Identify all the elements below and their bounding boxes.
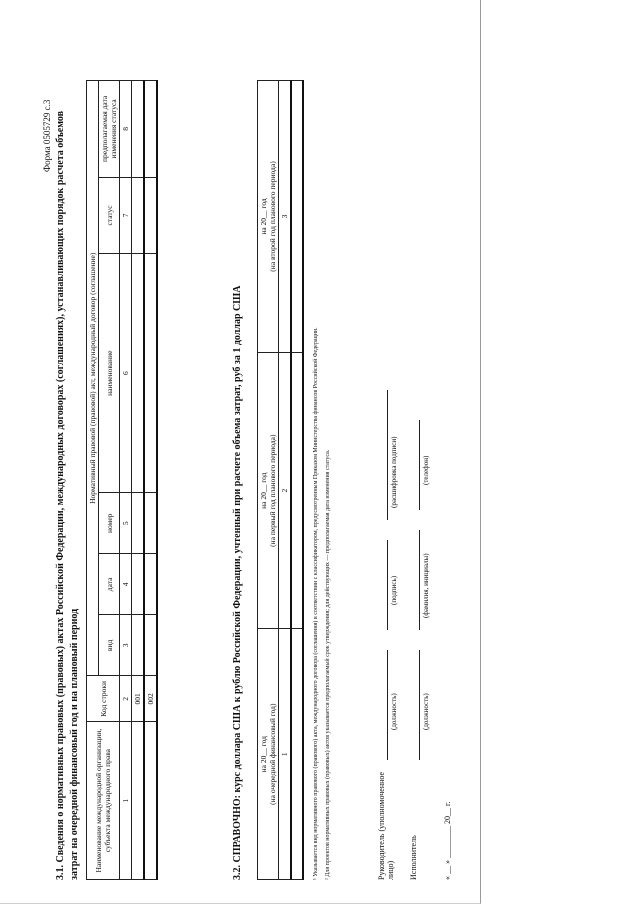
header-number: номер [99,493,120,554]
row-code: 001 [132,676,145,722]
rate-header-2: на 20__ год (на первый год планового периода) [258,352,279,628]
row-code: 002 [144,676,157,722]
header-act-group: Нормативный правовой (правовой) акт, международный договор (соглашение) [87,81,99,676]
date-line: « __ » ________ 20__ г. [443,801,452,880]
rate-header-3: на 20__ год (на второй год планового периода) [258,81,279,353]
fio-caption: (фамилия, инициалы) [422,553,430,618]
col-num: 2 [120,676,132,722]
col-num: 7 [120,177,132,253]
col-num: 1 [120,722,132,880]
section1-title: 3.1. Сведения о нормативных правовых (правовых) актах Российской Федерации, международных договорах (соглашениях), устанавливающих порядок расчета объемов затрат на очередной финансовый год и на плановый период [55,110,80,880]
rotated-page [42,80,462,880]
position-caption: (должность) [390,693,398,730]
col-num: 8 [120,81,132,178]
footnote-2: ² Для проектов нормативных правовых (правовых) актов указывается предполагаемый срок утверждения; для действующих — предполагаемая дата изменения статуса. [325,449,331,880]
header-date: дата [99,554,120,615]
col-number-row [120,81,132,880]
col-num: 3 [279,81,292,353]
exchange-rate-table [257,80,304,880]
acts-table [86,80,158,880]
header-code: Код строки [87,676,120,722]
footnote-1: ¹ Указывается вид нормативного правового (правового) акта, международного договора (соглашения) в соответствии с классификатором, предусмотренным Приказом Министерства финансов Российской Федерации. [313,327,319,880]
phone-caption: (телефон) [422,455,430,485]
table-row [144,81,157,880]
col-num: 3 [120,615,132,676]
transcript-caption: (расшифровка подписи) [390,436,398,508]
head-signature-row [377,80,399,880]
col-num: 4 [120,554,132,615]
signature-caption: (подпись) [390,575,398,605]
col-num: 2 [279,352,292,628]
head-label: Руководитель (уполномоченное лицо) [377,771,395,880]
header-status: статус [99,177,120,253]
header-vid: вид [99,615,120,676]
form-number: Форма 0505729 с.3 [42,99,52,172]
header-name: Наименование международной организации, субъекта международного права [87,722,120,880]
header-expected-date: предполагаемая дата изменения статуса [99,81,120,178]
col-num: 6 [120,254,132,493]
table-row [132,81,145,880]
section2-title: 3.2. СПРАВОЧНО: курс доллара США к рублю Российской Федерации, учтенный при расчете объема затрат, руб за 1 доллар США [232,285,243,880]
col-num: 1 [279,629,292,880]
position-caption: (должность) [422,693,430,730]
col-num: 5 [120,493,132,554]
executor-label: Исполнитель [409,835,418,880]
executor-row [409,80,431,880]
footnotes [312,80,332,880]
rate-header-1: на 20__ год (на очередной финансовый год) [258,629,279,880]
header-naim: наименование [99,254,120,493]
